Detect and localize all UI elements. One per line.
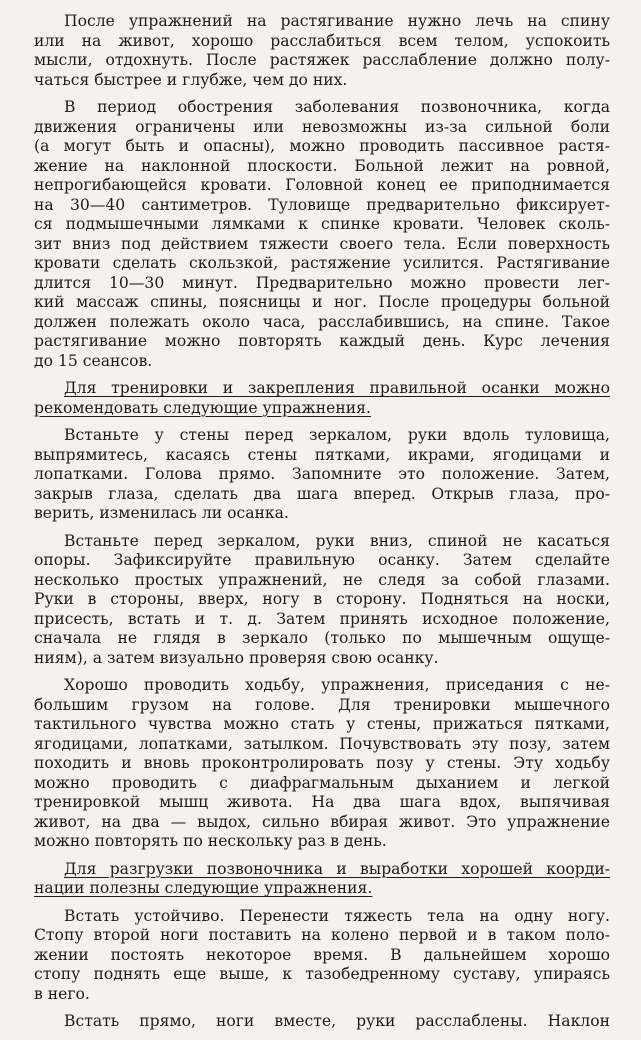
text-line: ягодицами, лопатками, затылком. Почувствовать эту позу, затем	[34, 734, 610, 753]
underlined-text-line: Для тренировки и закрепления правильной осанки можно	[64, 379, 610, 397]
paragraph-coordination-heading	[34, 860, 610, 899]
text-line: тренировкой мышц живота. На два шага вдох, выпячивая	[34, 793, 610, 811]
text-line: чаться быстрее и глубже, чем до них.	[34, 70, 348, 89]
text-line: ниям), а затем визуально проверяя свою осанку.	[34, 648, 439, 667]
text-column	[34, 12, 610, 1040]
text-line: лопатками. Голова прямо. Запомните это положение. Затем,	[34, 465, 610, 483]
text-line: непрогибающейся кровати. Головной конец ее приподнимается	[34, 176, 610, 194]
text-line: можно повторять по нескольку раз в день.	[34, 832, 387, 850]
paragraph-exercise-mirror	[34, 532, 610, 669]
paragraph-walking-load	[34, 676, 610, 852]
text-line: выпрямитесь, касаясь стены пятками, икрами, ягодицами и	[34, 445, 610, 464]
text-line: должен полежать около часа, расслабившись, на спине. Такое	[34, 312, 610, 331]
text-line: тактильного чувства можно стать у стены, прижаться пятками,	[34, 715, 610, 733]
underlined-text-line: Для разгрузки позвоночника и выработки хорошей коорди-	[64, 859, 610, 878]
text-line: жение на наклонной плоскости. Больной лежит на ровной,	[34, 156, 610, 175]
paragraph-exercise-wall	[34, 426, 610, 524]
text-line: опоры. Зафиксируйте правильную осанку. Затем сделайте	[34, 551, 610, 569]
text-line: Встаньте у стены перед зеркалом, руки вдоль туловища,	[64, 426, 610, 444]
underlined-text-line: рекомендовать следующие упражнения.	[34, 398, 371, 417]
text-line: на 30—40 сантиметров. Туловище предварительно фиксирует-	[34, 195, 610, 214]
underlined-text-line: нации полезны следующие упражнения.	[34, 879, 373, 897]
text-line: походить и вновь проконтролировать позу у стены. Эту ходьбу	[34, 754, 610, 772]
text-line: или на живот, хорошо расслабиться всем телом, успокоить	[34, 31, 610, 50]
text-line: жении постоять некоторое время. В дальнейшем хорошо	[34, 945, 610, 964]
text-line: Хорошо проводить ходьбу, упражнения, приседания с не-	[64, 676, 610, 694]
paragraph-posture-heading	[34, 379, 610, 418]
text-line: После упражнений на растягивание нужно лечь на спину	[64, 12, 610, 30]
text-line: растягивание можно повторять каждый день. Курс лечения	[34, 332, 610, 350]
text-line: кий массаж спины, поясницы и ног. После процедуры больной	[34, 293, 610, 311]
text-line: большим грузом на голове. Для тренировки мышечного	[34, 695, 610, 714]
text-line: несколько простых упражнений, не следя за собой глазами.	[34, 570, 610, 589]
text-line: Встать прямо, ноги вместе, руки расслаблены. Наклон	[64, 1012, 610, 1030]
text-line: мысли, отдохнуть. После растяжек расслабление должно полу-	[34, 51, 610, 69]
text-line: зит вниз под действием тяжести своего тела. Если поверхность	[34, 234, 610, 253]
text-line: (а могут быть и опасны), можно проводить пассивное растя-	[34, 137, 610, 155]
text-line: стопу поднять еще выше, к тазобедренному суставу, упираясь	[34, 965, 610, 983]
text-line: в него.	[34, 984, 90, 1003]
paragraph-exercise-bend	[34, 1012, 610, 1032]
text-line: Стопу второй ноги поставить на колено первой и в таком поло-	[34, 926, 610, 944]
text-line: движения ограничены или невозможны из-за сильной боли	[34, 117, 610, 136]
paragraph-passive-stretching	[34, 98, 610, 371]
text-line: ся подмышечными лямками к спинке кровати. Человек сколь-	[34, 215, 610, 233]
paragraph-exercise-balance	[34, 907, 610, 1005]
text-line: Руки в стороны, вверх, ногу в сторону. Подняться на носки,	[34, 590, 610, 608]
text-line: живот, на два — выдох, сильно вбирая живот. Это упражнение	[34, 812, 610, 831]
paragraph-relaxation	[34, 12, 610, 90]
text-line: до 15 сеансов.	[34, 351, 153, 370]
text-line: Встаньте перед зеркалом, руки вниз, спиной не касаться	[64, 531, 610, 550]
text-line: присесть, встать и т. д. Затем принять исходное положение,	[34, 609, 610, 628]
text-line: закрыв глаза, сделать два шага вперед. Открыв глаза, про-	[34, 484, 610, 503]
text-line: Встать устойчиво. Перенести тяжесть тела на одну ногу.	[64, 906, 610, 925]
text-line: можно проводить с диафрагмальным дыханием и легкой	[34, 773, 610, 792]
text-line: кровати сделать скользкой, растяжение усилится. Растягивание	[34, 254, 610, 272]
text-line: длится 10—30 минут. Предварительно можно провести лег-	[34, 273, 610, 292]
text-line: сначала не глядя в зеркало (только по мышечным ощуще-	[34, 629, 610, 647]
text-line: В период обострения заболевания позвоночника, когда	[64, 98, 610, 116]
text-line: верить, изменилась ли осанка.	[34, 504, 289, 522]
